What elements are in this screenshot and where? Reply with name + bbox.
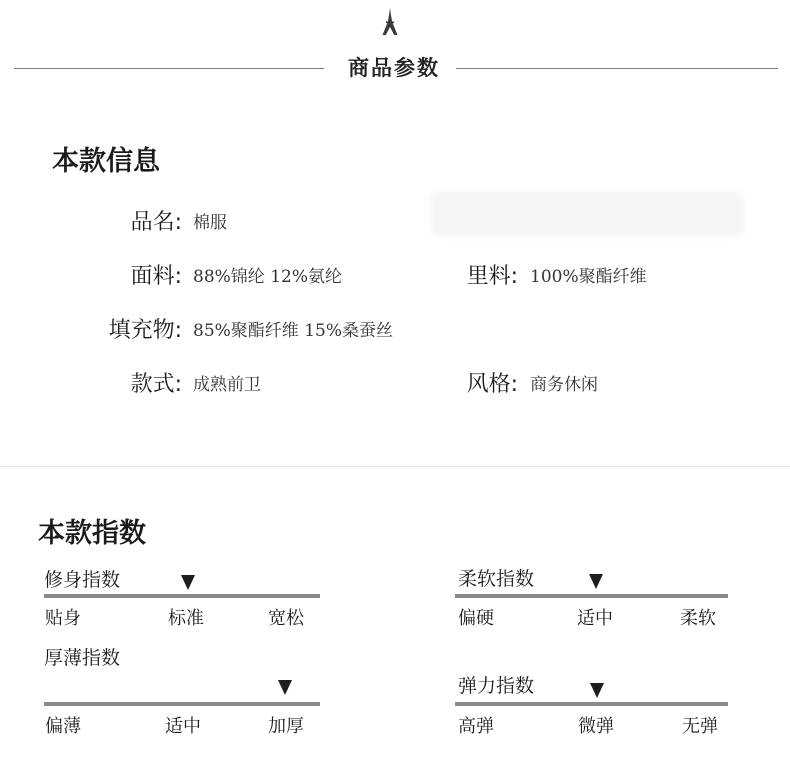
- softness-option-3: 柔软: [680, 608, 716, 629]
- thickness-option-1: 偏薄: [45, 716, 81, 737]
- elastic-option-2: 微弹: [578, 716, 614, 737]
- fabric-label: 面料:: [130, 264, 182, 289]
- lining-label: 里料:: [466, 264, 518, 289]
- eiffel-tower-icon: [380, 8, 400, 36]
- filling-value: 85%聚酯纤维 15%桑蚕丝: [193, 321, 393, 341]
- thickness-option-2: 适中: [165, 716, 201, 737]
- elastic-index-marker: [590, 683, 604, 698]
- fit-option-3: 宽松: [268, 608, 304, 629]
- elastic-index-bar: [455, 702, 728, 706]
- elastic-option-3: 无弹: [682, 716, 718, 737]
- header-rule-right: [456, 68, 778, 69]
- thickness-index-bar: [44, 702, 320, 706]
- section-divider: [0, 466, 790, 467]
- softness-index-marker: [589, 574, 603, 589]
- index-section-title: 本款指数: [38, 518, 146, 549]
- fabric-value: 88%锦纶 12%氨纶: [193, 267, 342, 287]
- name-value: 棉服: [193, 213, 227, 233]
- softness-index-title: 柔软指数: [458, 568, 535, 590]
- thickness-index-title: 厚薄指数: [44, 647, 121, 669]
- lining-value: 100%聚酯纤维: [530, 267, 647, 287]
- name-label: 品名:: [130, 210, 182, 235]
- softness-option-2: 适中: [577, 608, 613, 629]
- header-rule-left: [14, 68, 324, 69]
- style-label: 款式:: [130, 372, 182, 397]
- filling-label: 填充物:: [108, 318, 182, 343]
- softness-option-1: 偏硬: [458, 608, 494, 629]
- fit-option-2: 标准: [168, 608, 204, 629]
- fit-index-bar: [44, 594, 320, 598]
- info-section-title: 本款信息: [52, 146, 160, 177]
- elastic-index-title: 弹力指数: [458, 675, 535, 697]
- fit-index-title: 修身指数: [44, 569, 121, 591]
- thickness-index-marker: [278, 680, 292, 695]
- header-title: 商品参数: [348, 56, 440, 80]
- fit-option-1: 贴身: [45, 608, 81, 629]
- thickness-option-3: 加厚: [268, 716, 304, 737]
- genre-label: 风格:: [466, 372, 518, 397]
- style-value: 成熟前卫: [193, 375, 261, 395]
- blurred-area: [430, 192, 745, 236]
- fit-index-marker: [181, 575, 195, 590]
- elastic-option-1: 高弹: [458, 716, 494, 737]
- softness-index-bar: [455, 594, 728, 598]
- genre-value: 商务休闲: [530, 375, 598, 395]
